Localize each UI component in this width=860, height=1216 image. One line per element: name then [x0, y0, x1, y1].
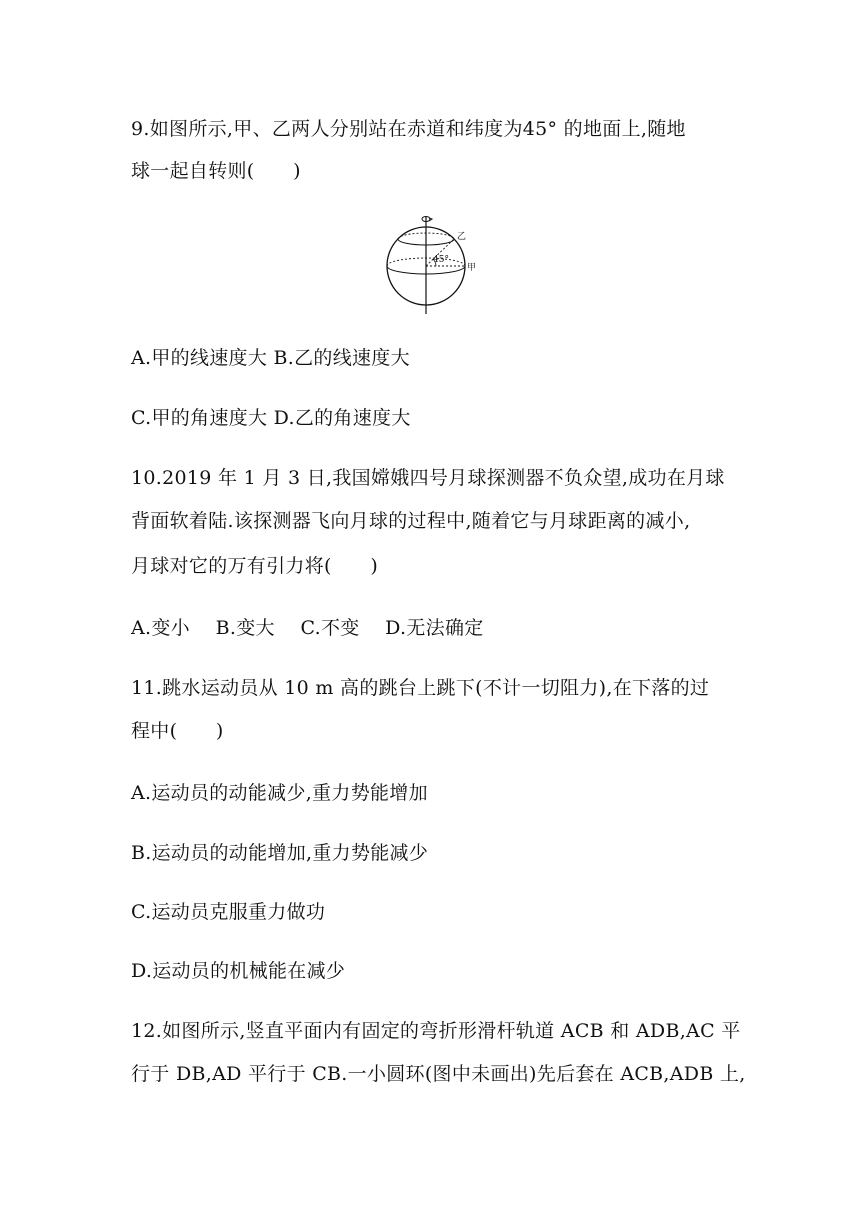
q9-options-line-2: C.甲的角速度大 D.乙的角速度大	[131, 407, 411, 429]
label-jia: 甲	[467, 263, 477, 273]
earth-globe-diagram	[380, 210, 480, 318]
q10-options: A.变小 B.变大 C.不变 D.无法确定	[131, 617, 484, 639]
label-yi: 乙	[457, 232, 467, 242]
q12-stem-line-1: 12.如图所示,竖直平面内有固定的弯折形滑杆轨道 ACB 和 ADB,AC 平	[131, 1020, 741, 1042]
q12-stem-line-2: 行于 DB,AD 平行于 CB.一小圆环(图中未画出)先后套在 ACB,ADB 上,	[131, 1063, 746, 1085]
earth-rotation-figure	[380, 210, 480, 318]
q10-stem-line-3: 月球对它的万有引力将( )	[131, 555, 379, 577]
q11-option-c: C.运动员克服重力做功	[131, 901, 326, 923]
q9-stem-line-1: 9.如图所示,甲、乙两人分别站在赤道和纬度为45° 的地面上,随地	[131, 118, 686, 140]
q11-option-d: D.运动员的机械能在减少	[131, 960, 346, 982]
angle-label: 45°	[433, 255, 449, 265]
q11-option-a: A.运动员的动能减少,重力势能增加	[131, 782, 428, 804]
q9-options-line-1: A.甲的线速度大 B.乙的线速度大	[131, 347, 410, 369]
q10-stem-line-2: 背面软着陆.该探测器飞向月球的过程中,随着它与月球距离的减小,	[131, 510, 691, 532]
q10-stem-line-1: 10.2019 年 1 月 3 日,我国嫦娥四号月球探测器不负众望,成功在月球	[131, 467, 725, 489]
q11-stem-line-1: 11.跳水运动员从 10 m 高的跳台上跳下(不计一切阻力),在下落的过	[131, 677, 710, 699]
q11-option-b: B.运动员的动能增加,重力势能减少	[131, 842, 429, 864]
q11-stem-line-2: 程中( )	[131, 720, 224, 742]
q9-stem-line-2: 球一起自转则( )	[131, 160, 301, 182]
